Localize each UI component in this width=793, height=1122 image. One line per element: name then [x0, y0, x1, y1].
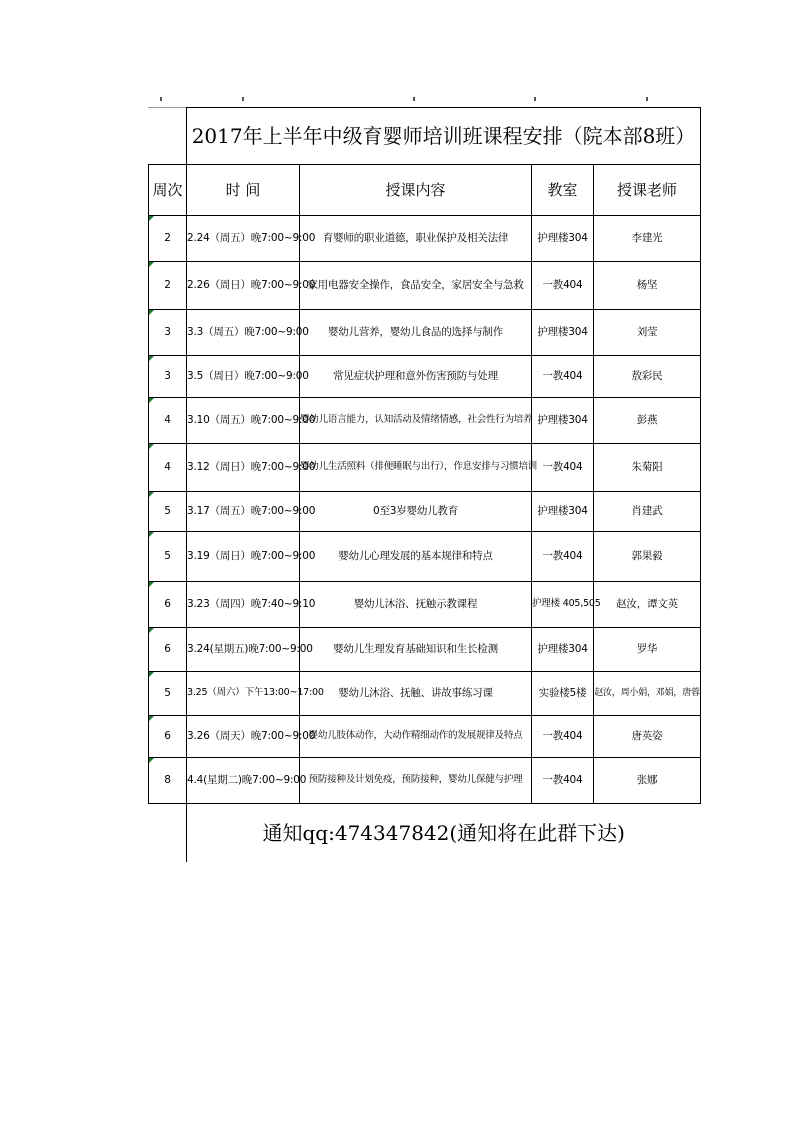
cell-week: 5: [149, 672, 187, 716]
cell-content: 婴幼儿生活照料（排便睡眠与出行），作息安排与习惯培训: [300, 444, 532, 492]
cell-time: 3.5（周日）晚7:00~9:00: [187, 356, 300, 398]
cell-content: 常见症状护理和意外伤害预防与处理: [300, 356, 532, 398]
cell-teacher: 赵汝，谭文英: [594, 582, 701, 628]
table-row: [149, 532, 701, 582]
cell-time: 3.3（周五）晚7:00~9:00: [187, 310, 300, 356]
cell-room: 护理楼304: [532, 310, 594, 356]
cell-comment-marker: [149, 628, 154, 633]
cell-content: 婴幼儿营养，婴幼儿食品的选择与制作: [300, 310, 532, 356]
cell-teacher: 赵汝，周小娟，邓娟，唐蓉: [594, 672, 701, 716]
cell-week: 5: [149, 492, 187, 532]
cell-teacher: 罗华: [594, 628, 701, 672]
cell-week: 6: [149, 582, 187, 628]
cell-time: 3.23（周四）晚7:40~9:10: [187, 582, 300, 628]
header-teacher: 授课老师: [594, 165, 701, 216]
cell-comment-marker: [149, 716, 154, 721]
cell-room: 护理楼304: [532, 398, 594, 444]
notice-text: 通知qq:474347842(通知将在此群下达): [187, 804, 701, 863]
cell-week: 6: [149, 628, 187, 672]
cell-week: 6: [149, 716, 187, 758]
table-row: [149, 216, 701, 262]
cell-week: 4: [149, 444, 187, 492]
cell-content: 0至3岁婴幼儿教育: [300, 492, 532, 532]
cell-room: 护理楼 405,505: [532, 582, 594, 628]
cell-comment-marker: [149, 262, 154, 267]
cell-room: 一教404: [532, 444, 594, 492]
cell-teacher: 刘莹: [594, 310, 701, 356]
header-week: 周次: [149, 165, 187, 216]
cell-comment-marker: [149, 582, 154, 587]
cell-content: 婴幼儿语言能力，认知活动及情绪情感，社会性行为培养: [300, 398, 532, 444]
cell-comment-marker: [149, 672, 154, 677]
table-row: [149, 262, 701, 310]
cell-content: 婴幼儿生理发育基础知识和生长检测: [300, 628, 532, 672]
course-schedule-table: [148, 107, 701, 862]
cell-week: 4: [149, 398, 187, 444]
cell-week: 3: [149, 356, 187, 398]
title-left-blank: [149, 108, 187, 165]
cell-week: 5: [149, 532, 187, 582]
cell-comment-marker: [149, 492, 154, 497]
cell-comment-marker: [149, 398, 154, 403]
table-row: [149, 716, 701, 758]
cell-comment-marker: [149, 532, 154, 537]
cell-teacher: 郭果毅: [594, 532, 701, 582]
cell-teacher: 张娜: [594, 758, 701, 804]
table-row: [149, 310, 701, 356]
cell-week: 8: [149, 758, 187, 804]
cell-teacher: 唐英姿: [594, 716, 701, 758]
cell-time: 3.10（周五）晚7:00~9:00: [187, 398, 300, 444]
table-row: [149, 628, 701, 672]
cell-time: 2.26（周日）晚7:00~9:00: [187, 262, 300, 310]
cell-teacher: 杨坚: [594, 262, 701, 310]
cell-time: 3.26（周天）晚7:00~9:00: [187, 716, 300, 758]
cell-comment-marker: [149, 444, 154, 449]
cell-content: 婴幼儿心理发展的基本规律和特点: [300, 532, 532, 582]
cell-content: 家用电器安全操作，食品安全，家居安全与急救: [300, 262, 532, 310]
cell-time: 2.24（周五）晚7:00~9:00: [187, 216, 300, 262]
cell-week: 2: [149, 262, 187, 310]
cell-room: 护理楼304: [532, 216, 594, 262]
header-content: 授课内容: [300, 165, 532, 216]
cell-comment-marker: [149, 216, 154, 221]
cell-content: 育婴师的职业道德，职业保护及相关法律: [300, 216, 532, 262]
cell-content: 婴幼儿沐浴、抚触示教课程: [300, 582, 532, 628]
page-title: 2017年上半年中级育婴师培训班课程安排（院本部8班）: [187, 108, 701, 165]
cell-comment-marker: [149, 356, 154, 361]
cell-room: 一教404: [532, 716, 594, 758]
cell-time: 3.25（周六）下午13:00~17:00: [187, 672, 300, 716]
table-row: [149, 444, 701, 492]
table-row: [149, 758, 701, 804]
table-row: [149, 356, 701, 398]
cell-time: 3.24(星期五)晚7:00~9:00: [187, 628, 300, 672]
cell-teacher: 朱菊阳: [594, 444, 701, 492]
cell-room: 护理楼304: [532, 628, 594, 672]
cell-content: 预防接种及计划免疫，预防接种，婴幼儿保健与护理: [300, 758, 532, 804]
cell-room: 一教404: [532, 758, 594, 804]
cell-comment-marker: [149, 758, 154, 763]
table-row: [149, 582, 701, 628]
cell-time: 3.17（周五）晚7:00~9:00: [187, 492, 300, 532]
cell-room: 实验楼5楼: [532, 672, 594, 716]
cell-teacher: 肖建武: [594, 492, 701, 532]
cell-room: 一教404: [532, 356, 594, 398]
header-time: 时 间: [187, 165, 300, 216]
cell-week: 3: [149, 310, 187, 356]
header-room: 教室: [532, 165, 594, 216]
cell-content: 婴幼儿肢体动作，大动作精细动作的发展规律及特点: [300, 716, 532, 758]
cell-comment-marker: [149, 310, 154, 315]
table-row: [149, 672, 701, 716]
cell-room: 一教404: [532, 262, 594, 310]
notice-left-blank: [149, 804, 187, 863]
cell-teacher: 敖彩民: [594, 356, 701, 398]
cell-teacher: 李建光: [594, 216, 701, 262]
cell-content: 婴幼儿沐浴、抚触、讲故事练习课: [300, 672, 532, 716]
cell-room: 一教404: [532, 532, 594, 582]
cell-week: 2: [149, 216, 187, 262]
cell-time: 3.19（周日）晚7:00~9:00: [187, 532, 300, 582]
cell-room: 护理楼304: [532, 492, 594, 532]
table-row: [149, 398, 701, 444]
cell-time: 4.4(星期二)晚7:00~9:00: [187, 758, 300, 804]
cell-time: 3.12（周日）晚7:00~9:00: [187, 444, 300, 492]
cell-teacher: 彭燕: [594, 398, 701, 444]
table-row: [149, 492, 701, 532]
